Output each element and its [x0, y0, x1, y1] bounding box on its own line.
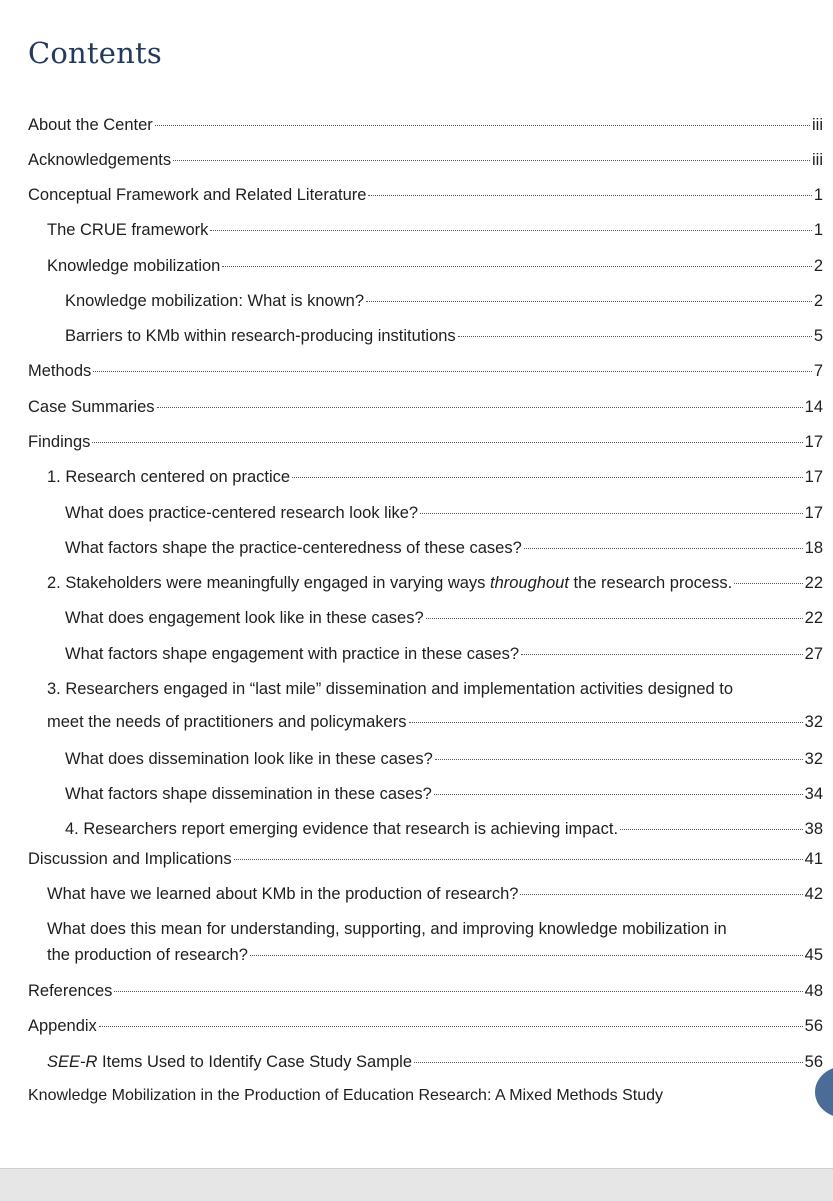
toc-page-number: iii [812, 151, 823, 169]
toc-page-number: 38 [804, 820, 823, 838]
dot-leader [435, 759, 803, 760]
dot-leader [409, 722, 803, 723]
page-title: Contents [28, 36, 162, 70]
toc-entry-title: Barriers to KMb within research-producing institutions [65, 327, 456, 345]
dot-leader [520, 894, 802, 895]
toc-page-number: 48 [804, 982, 823, 1000]
toc-entry-crue-framework[interactable] [47, 217, 823, 243]
dot-leader [93, 371, 812, 372]
dot-leader [234, 859, 803, 860]
toc-entry-what-have-we-learned[interactable] [47, 881, 823, 907]
toc-entry-appendix[interactable] [28, 1013, 823, 1039]
toc-entry-engagement-look-like[interactable] [65, 605, 823, 631]
toc-entry-title: What factors shape engagement with practice in these cases? [65, 645, 519, 663]
toc-page-number: 5 [813, 327, 823, 345]
toc-entry-title: What does dissemination look like in these cases? [65, 750, 433, 768]
toc-entry-title: 4. Researchers report emerging evidence that research is achieving impact. [65, 820, 619, 838]
toc-entry-title-line2: the production of research? [47, 946, 248, 964]
toc-page-number: 56 [804, 1053, 823, 1071]
toc-entry-engagement-factors[interactable] [65, 641, 823, 667]
dot-leader [366, 301, 812, 302]
dot-leader [92, 442, 802, 443]
toc-entry-title: Findings [28, 433, 91, 451]
toc-entry-references[interactable] [28, 978, 823, 1004]
toc-page-number: 17 [804, 468, 823, 486]
toc-entry-methods[interactable] [28, 358, 823, 384]
toc-entry-title: Appendix [28, 1017, 97, 1035]
toc-entry-title-end: the research process. [568, 574, 733, 592]
toc-entry-title: Items Used to Identify Case Study Sample [97, 1053, 413, 1071]
toc-entry-title: 2. Stakeholders were meaningfully engaged in varying ways [47, 574, 491, 592]
toc-entry-title: About the Center [28, 116, 153, 134]
toc-entry-title-wrap [47, 570, 732, 596]
toc-entry-dissemination-look-like[interactable] [65, 746, 823, 772]
dot-leader [210, 230, 811, 231]
toc-entry-barriers-to-kmb[interactable] [65, 323, 823, 349]
toc-entry-title: The CRUE framework [47, 221, 209, 239]
toc-entry-title: Conceptual Framework and Related Literature [28, 186, 367, 204]
toc-entry-title: What factors shape the practice-centeredness of these cases? [65, 539, 522, 557]
toc-entry-title: References [28, 982, 113, 1000]
dot-leader [620, 829, 803, 830]
dot-leader [114, 991, 802, 992]
dot-leader [173, 160, 810, 161]
toc-entry-title: Discussion and Implications [28, 850, 232, 868]
toc-entry-title-line2: meet the needs of practitioners and policymakers [47, 713, 407, 731]
toc-entry-title-line1: What does this mean for understanding, supporting, and improving knowledge mobilization in [47, 920, 727, 938]
toc-page-number: 42 [804, 885, 823, 903]
dot-leader [458, 336, 812, 337]
toc-entry-knowledge-mobilization[interactable] [47, 253, 823, 279]
toc-entry-title: What have we learned about KMb in the production of research? [47, 885, 519, 903]
dot-leader [420, 513, 803, 514]
toc-page-number: 22 [804, 574, 823, 592]
toc-entry-see-r-items[interactable] [47, 1049, 823, 1075]
toc-page-number: 34 [804, 785, 823, 803]
toc-page-number: 14 [804, 398, 823, 416]
toc-page-number: 1 [813, 221, 823, 239]
toc-entry-last-mile-dissemination[interactable] [47, 676, 823, 735]
toc-page-number: 56 [804, 1017, 823, 1035]
toc-entry-title: Methods [28, 362, 92, 380]
toc-entry-about-the-center[interactable] [28, 112, 823, 138]
toc-entry-acknowledgements[interactable] [28, 147, 823, 173]
toc-entry-case-summaries[interactable] [28, 394, 823, 420]
toc-page-number: 2 [813, 257, 823, 275]
toc-page-number: iii [812, 116, 823, 134]
toc-entry-kmb-what-is-known[interactable] [65, 288, 823, 314]
toc-entry-what-does-this-mean[interactable] [47, 916, 823, 968]
toc-page-number: 32 [804, 713, 823, 731]
toc-entry-title: Case Summaries [28, 398, 155, 416]
toc-entry-title-emphasis: throughout [490, 574, 569, 592]
running-footer-title: Knowledge Mobilization in the Production of Education Research: A Mixed Methods Study [28, 1087, 664, 1104]
toc-entry-title-emphasis: SEE-R [47, 1053, 98, 1071]
toc-entry-title-line1: 3. Researchers engaged in “last mile” dissemination and implementation activities designed to [47, 680, 734, 698]
toc-entry-practice-centered-research[interactable] [65, 500, 823, 526]
toc-page-number: 7 [813, 362, 823, 380]
toc-entry-findings[interactable] [28, 429, 823, 455]
toc-entry-title: 1. Research centered on practice [47, 468, 291, 486]
toc-page-number: 17 [804, 504, 823, 522]
dot-leader [434, 794, 803, 795]
toc-page-number: 1 [813, 186, 823, 204]
toc-entry-title: What does practice-centered research look like? [65, 504, 419, 522]
toc-entry-emerging-evidence-impact[interactable] [65, 816, 823, 842]
toc-entry-practice-centeredness-factors[interactable] [65, 535, 823, 561]
toc-entry-research-centered-on-practice[interactable] [47, 464, 823, 490]
viewer-bottom-bar [0, 1168, 833, 1201]
toc-page-number: 27 [804, 645, 823, 663]
dot-leader [155, 125, 810, 126]
dot-leader [426, 618, 803, 619]
toc-entry-title: Knowledge mobilization [47, 257, 221, 275]
toc-entry-discussion-implications[interactable] [28, 846, 823, 872]
toc-page-number: 17 [804, 433, 823, 451]
toc-entry-dissemination-factors[interactable] [65, 781, 823, 807]
toc-entry-title: What does engagement look like in these cases? [65, 609, 424, 627]
toc-entry-stakeholders-engaged[interactable] [47, 570, 823, 596]
toc-entry-title-wrap [47, 1049, 412, 1075]
dot-leader [99, 1026, 803, 1027]
toc-page-number: 32 [804, 750, 823, 768]
toc-entry-title: Acknowledgements [28, 151, 172, 169]
toc-entry-title: What factors shape dissemination in these cases? [65, 785, 432, 803]
dot-leader [414, 1062, 803, 1063]
toc-page-number: 41 [804, 850, 823, 868]
dot-leader [292, 477, 803, 478]
dot-leader [157, 407, 803, 408]
dot-leader [250, 955, 803, 956]
toc-entry-conceptual-framework[interactable] [28, 182, 823, 208]
dot-leader [524, 548, 803, 549]
toc-page-number: 45 [804, 946, 823, 964]
toc-page-number: 22 [804, 609, 823, 627]
dot-leader [734, 583, 802, 584]
dot-leader [368, 195, 811, 196]
dot-leader [521, 654, 803, 655]
toc-page-number: 18 [804, 539, 823, 557]
toc-entry-title: Knowledge mobilization: What is known? [65, 292, 364, 310]
toc-page-number: 2 [813, 292, 823, 310]
dot-leader [222, 266, 811, 267]
